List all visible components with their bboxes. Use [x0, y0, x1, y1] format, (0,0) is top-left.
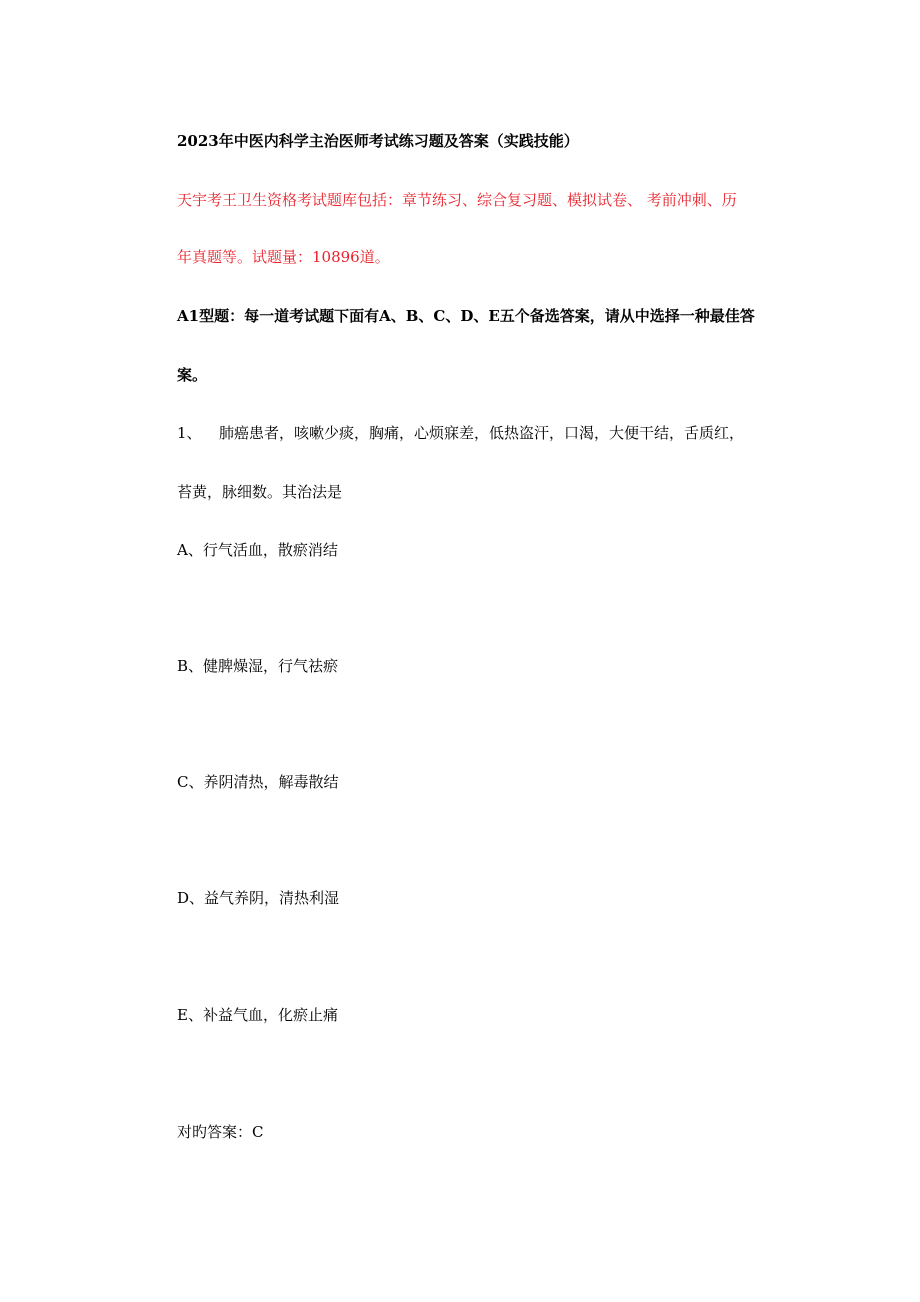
question-text: 肺癌患者，咳嗽少痰，胸痛，心烦寐差，低热盗汗，口渴，大便干结，舌质红，	[219, 424, 745, 442]
intro-text-line-1: 天宇考王卫生资格考试题库包括：章节练习、综合复习题、模拟试卷、 考前冲刺、历	[177, 191, 737, 209]
option-d: D、益气养阴，清热利湿	[177, 889, 340, 907]
option-c: C、养阴清热，解毒散结	[177, 773, 339, 791]
intro-text-line-2: 年真题等。试题量：10896道。	[177, 248, 390, 266]
document-title: 2023年中医内科学主治医师考试练习题及答案（实践技能）	[177, 132, 579, 150]
option-a: A、行气活血，散瘀消结	[177, 541, 338, 559]
correct-answer: 对旳答案：C	[177, 1123, 264, 1141]
section-instruction-line-1: A1型题：每一道考试题下面有A、B、C、D、E五个备选答案，请从中选择一种最佳答	[177, 307, 755, 325]
option-e: E、补益气血，化瘀止痛	[177, 1006, 338, 1024]
section-instruction-line-2: 案。	[177, 366, 208, 384]
question-number: 1、	[177, 424, 202, 442]
option-b: B、健脾燥湿，行气祛瘀	[177, 657, 339, 675]
question-stem-line-2: 苔黄，脉细数。其治法是	[177, 483, 343, 501]
question-stem-line-1	[177, 422, 797, 444]
